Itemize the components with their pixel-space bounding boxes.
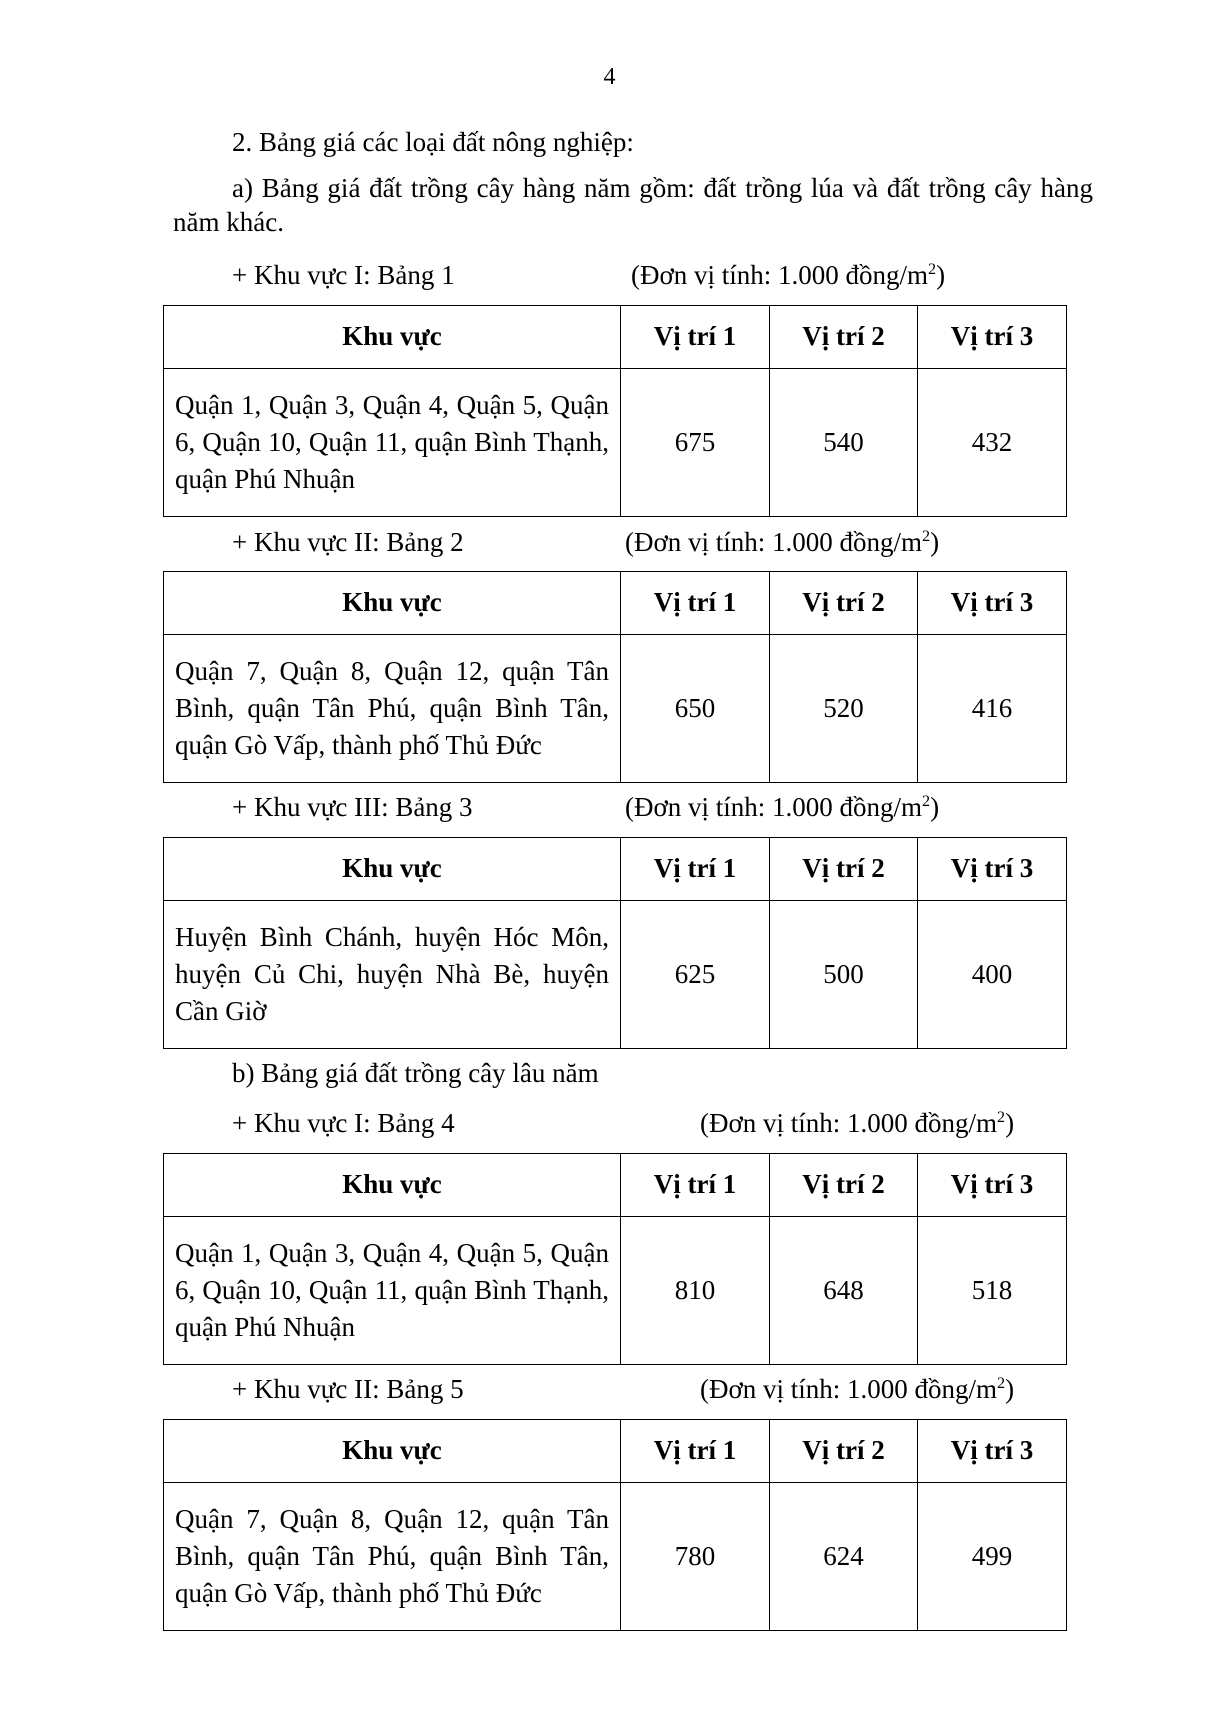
unit-note: (Đơn vị tính: 1.000 đồng/$m^2$) <box>625 792 940 822</box>
unit-note: (Đơn vị tính: 1.000 đồng/$m^2$) <box>631 260 946 290</box>
table-label: + Khu vực III: Bảng 3 <box>232 792 473 822</box>
price-position-3: 400 <box>918 901 1067 1049</box>
unit-note: (Đơn vị tính: 1.000 đồng/$m^2$) <box>700 1108 1015 1138</box>
header-position-2: Vị trí 2 <box>770 572 918 635</box>
header-position-1: Vị trí 1 <box>621 1154 770 1217</box>
price-position-1: 675 <box>621 369 770 517</box>
table-caption <box>232 259 1092 293</box>
table-label: + Khu vực II: Bảng 2 <box>232 527 464 557</box>
price-position-1: 650 <box>621 635 770 783</box>
header-area: Khu vực <box>164 1154 621 1217</box>
price-position-1: 780 <box>621 1483 770 1631</box>
header-position-3: Vị trí 3 <box>918 572 1067 635</box>
area-cell: Quận 1, Quận 3, Quận 4, Quận 5, Quận 6, Quận 10, Quận 11, quận Bình Thạnh, quận Phú Nhuận <box>164 369 621 517</box>
table-header-row <box>164 838 1067 901</box>
header-position-1: Vị trí 1 <box>621 838 770 901</box>
price-position-2: 500 <box>770 901 918 1049</box>
header-area: Khu vực <box>164 572 621 635</box>
area-cell: Huyện Bình Chánh, huyện Hóc Môn, huyện Củ Chi, huyện Nhà Bè, huyện Cần Giờ <box>164 901 621 1049</box>
table-row <box>164 1483 1067 1631</box>
area-cell: Quận 7, Quận 8, Quận 12, quận Tân Bình, quận Tân Phú, quận Bình Tân, quận Gò Vấp, thành phố Thủ Đức <box>164 635 621 783</box>
price-table-4 <box>163 1153 1067 1365</box>
area-cell: Quận 7, Quận 8, Quận 12, quận Tân Bình, quận Tân Phú, quận Bình Tân, quận Gò Vấp, thành phố Thủ Đức <box>164 1483 621 1631</box>
table-row <box>164 635 1067 783</box>
price-position-2: 648 <box>770 1217 918 1365</box>
header-area: Khu vực <box>164 838 621 901</box>
header-position-1: Vị trí 1 <box>621 306 770 369</box>
section-a-paragraph: a) Bảng giá đất trồng cây hàng năm gồm: đất trồng lúa và đất trồng cây hàng năm khác. <box>173 173 1093 237</box>
table-label: + Khu vực II: Bảng 5 <box>232 1374 464 1404</box>
price-table-3 <box>163 837 1067 1049</box>
header-position-2: Vị trí 2 <box>770 1154 918 1217</box>
price-position-3: 432 <box>918 369 1067 517</box>
header-position-1: Vị trí 1 <box>621 572 770 635</box>
table-label: + Khu vực I: Bảng 4 <box>232 1108 455 1138</box>
price-position-1: 810 <box>621 1217 770 1365</box>
header-area: Khu vực <box>164 306 621 369</box>
table-label: + Khu vực I: Bảng 1 <box>232 260 455 290</box>
table-row <box>164 901 1067 1049</box>
unit-note: (Đơn vị tính: 1.000 đồng/$m^2$) <box>625 527 940 557</box>
unit-note: (Đơn vị tính: 1.000 đồng/$m^2$) <box>700 1374 1015 1404</box>
header-position-2: Vị trí 2 <box>770 838 918 901</box>
price-position-2: 540 <box>770 369 918 517</box>
price-table-1 <box>163 305 1067 517</box>
price-position-3: 518 <box>918 1217 1067 1365</box>
price-position-1: 625 <box>621 901 770 1049</box>
price-position-2: 520 <box>770 635 918 783</box>
header-position-3: Vị trí 3 <box>918 1154 1067 1217</box>
header-position-1: Vị trí 1 <box>621 1420 770 1483</box>
table-header-row <box>164 572 1067 635</box>
section-b-heading: b) Bảng giá đất trồng cây lâu năm <box>232 1058 599 1088</box>
table-caption <box>232 1107 1092 1141</box>
price-position-2: 624 <box>770 1483 918 1631</box>
price-position-3: 416 <box>918 635 1067 783</box>
price-table-2 <box>163 571 1067 783</box>
header-position-2: Vị trí 2 <box>770 1420 918 1483</box>
area-cell: Quận 1, Quận 3, Quận 4, Quận 5, Quận 6, Quận 10, Quận 11, quận Bình Thạnh, quận Phú Nhuận <box>164 1217 621 1365</box>
section-heading: 2. Bảng giá các loại đất nông nghiệp: <box>232 127 634 157</box>
table-row <box>164 1217 1067 1365</box>
price-table-5 <box>163 1419 1067 1631</box>
table-caption <box>232 1373 1092 1407</box>
price-position-3: 499 <box>918 1483 1067 1631</box>
table-caption <box>232 526 1092 560</box>
table-header-row <box>164 306 1067 369</box>
header-position-3: Vị trí 3 <box>918 1420 1067 1483</box>
header-position-3: Vị trí 3 <box>918 306 1067 369</box>
header-area: Khu vực <box>164 1420 621 1483</box>
page-number: 4 <box>603 64 616 90</box>
table-header-row <box>164 1420 1067 1483</box>
table-header-row <box>164 1154 1067 1217</box>
table-row <box>164 369 1067 517</box>
header-position-3: Vị trí 3 <box>918 838 1067 901</box>
table-caption <box>232 791 1092 825</box>
header-position-2: Vị trí 2 <box>770 306 918 369</box>
